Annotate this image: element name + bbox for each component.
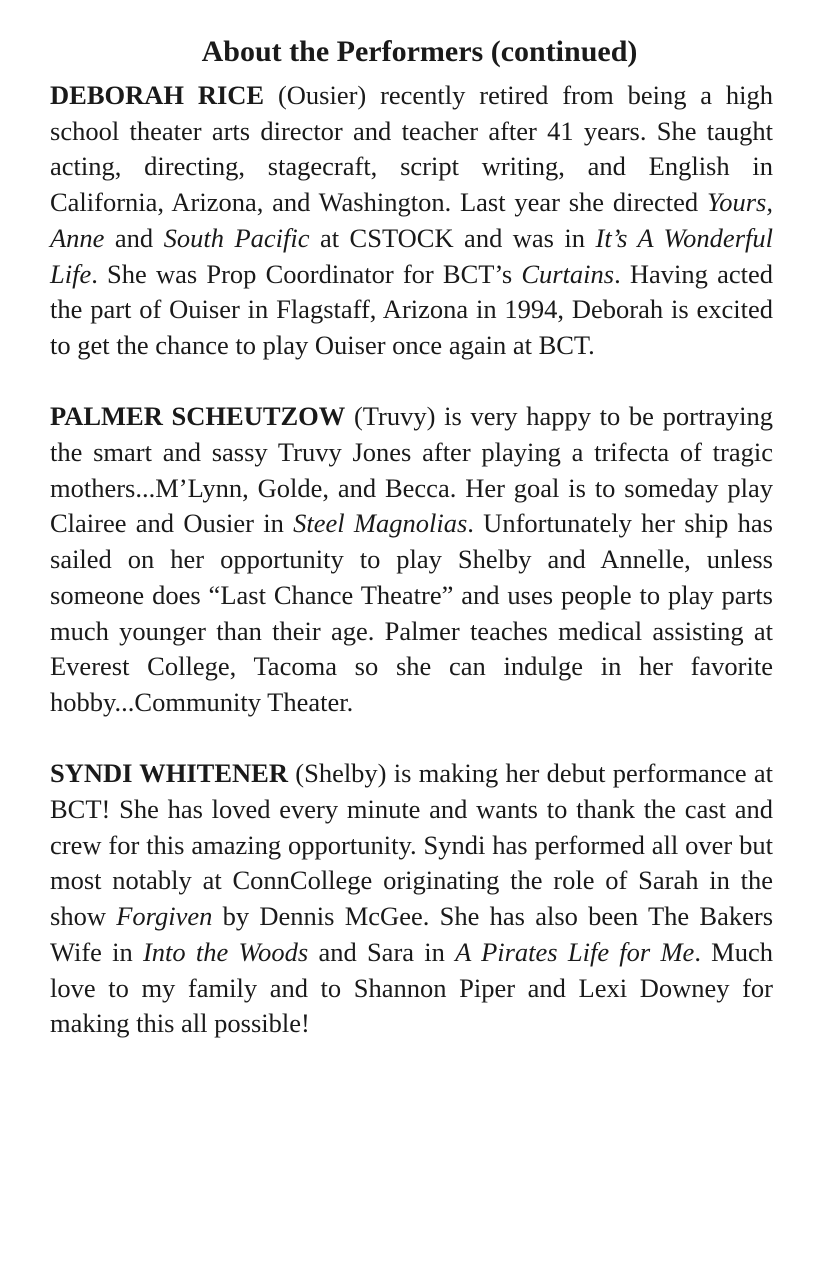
bio-text-run: . She was Prop Coordinator for BCT’s (91, 258, 522, 289)
production-title: Into the Woods (142, 936, 309, 967)
production-title: A Pirates Life for Me (455, 936, 695, 967)
production-title: Yours, Anne (50, 187, 773, 253)
production-title: Forgiven (116, 901, 213, 932)
program-page (50, 32, 773, 1042)
production-title: Steel Magnolias (293, 508, 468, 539)
performer-name: SYNDI WHITENER (50, 758, 288, 789)
bio-deborah-rice (50, 78, 773, 364)
bio-text-run: . Much love to my family and to Shannon Piper and Lexi Downey for making this all possible! (50, 936, 773, 1039)
page-title: About the Performers (continued) (201, 35, 638, 68)
bio-text-run: (Truvy) is very happy to be portraying the smart and sassy Truvy Jones after playing a trifecta of tragic mothers...M’Lynn, Golde, and Becca. Her goal is to someday play Clairee and Ousier in (50, 401, 774, 539)
bio-text-run: . Having acted the part of Ouiser in Flagstaff, Arizona in 1994, Deborah is excited to get the chance to play Ouiser once again at BCT. (50, 258, 773, 360)
bio-palmer-scheutzow (50, 399, 773, 720)
bio-text-run: (Shelby) is making her debut performance at BCT! She has loved every minute and wants to thank the cast and crew for this amazing opportunity. Syndi has performed all over but most notably at ConnCollege originating the role of Sarah in the show (50, 758, 773, 932)
bio-text (50, 758, 773, 1038)
production-title: South Pacific (163, 222, 310, 253)
bio-text-run: at CSTOCK and was in (309, 222, 596, 253)
production-title: Curtains (521, 258, 615, 289)
performer-name: PALMER SCHEUTZOW (50, 401, 346, 432)
bio-text (50, 401, 773, 717)
performer-name: DEBORAH RICE (50, 80, 265, 110)
bio-syndi-whitener (50, 756, 773, 1042)
production-title: It’s A Wonderful Life (50, 222, 773, 289)
bio-text (50, 80, 773, 360)
bio-text-run: (Ousier) recently retired from being a high school theater arts director and teacher after 41 years. She taught acting, directing, stagecraft, script writing, and English in California, Arizona, and Washington. Last year she directed (50, 80, 773, 218)
bio-text-run: and Sara in (308, 936, 456, 967)
bio-text-run: by Dennis McGee. She has also been The Bakers Wife in (50, 901, 774, 967)
bio-text-run: and (104, 222, 164, 253)
bio-text-run: . Unfortunately her ship has sailed on her opportunity to play Shelby and Annelle, unless someone does “Last Chance Theatre” and uses people to play parts much younger than their age. Palmer teaches medical assisting at Everest College, Tacoma so she can indulge in her favorite hobby...Community Theater. (50, 508, 773, 717)
